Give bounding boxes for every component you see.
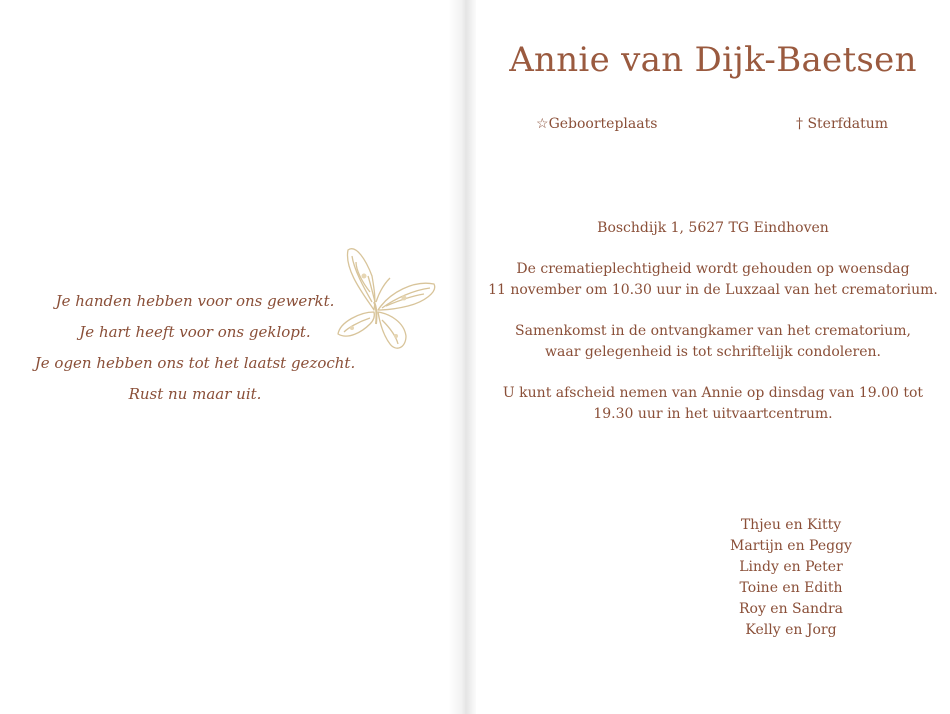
gathering-paragraph: [476, 321, 950, 363]
family-member: Roy en Sandra: [738, 601, 844, 617]
birth-info: [536, 116, 657, 132]
family-member: Thjeu en Kitty: [740, 517, 842, 533]
text-line: 11 november om 10.30 uur in de Luxzaal van het crematorium.: [488, 282, 938, 298]
address-line: Boschdijk 1, 5627 TG Eindhoven: [597, 220, 829, 236]
star-icon: ☆: [536, 116, 549, 132]
family-member: Martijn en Peggy: [730, 538, 852, 554]
address: [476, 218, 950, 239]
birth-label: Geboorteplaats: [548, 116, 658, 132]
family-member: Lindy en Peter: [739, 559, 843, 575]
family-list: [716, 515, 866, 641]
cross-icon: †: [796, 116, 803, 132]
deceased-name: Annie van Dijk-Baetsen: [509, 40, 917, 80]
death-label: Sterfdatum: [807, 116, 889, 132]
text-line: De crematieplechtigheid wordt gehouden op woensdag: [516, 261, 910, 277]
poem-line: Rust nu maar uit.: [128, 385, 262, 403]
text-line: waar gelegenheid is tot schriftelijk condoleren.: [545, 344, 881, 360]
poem: [30, 286, 360, 410]
page-fold-shadow: [448, 0, 478, 714]
cremation-paragraph: [476, 259, 950, 301]
death-info: [796, 116, 888, 132]
text-line: U kunt afscheid nemen van Annie op dinsdag van 19.00 tot: [502, 385, 924, 401]
text-line: Samenkomst in de ontvangkamer van het crematorium,: [515, 323, 911, 339]
family-member: Toine en Edith: [739, 580, 843, 596]
text-line: 19.30 uur in het uitvaartcentrum.: [593, 406, 833, 422]
poem-line: Je handen hebben voor ons gewerkt.: [55, 292, 335, 310]
poem-line: Je hart heeft voor ons geklopt.: [79, 323, 311, 341]
family-member: Kelly en Jorg: [745, 622, 837, 638]
left-page: [0, 0, 462, 714]
poem-line: Je ogen hebben ons tot het laatst gezocht.: [34, 354, 356, 372]
farewell-paragraph: [476, 383, 950, 425]
right-page: [476, 0, 950, 714]
butterfly-icon: [334, 240, 440, 356]
